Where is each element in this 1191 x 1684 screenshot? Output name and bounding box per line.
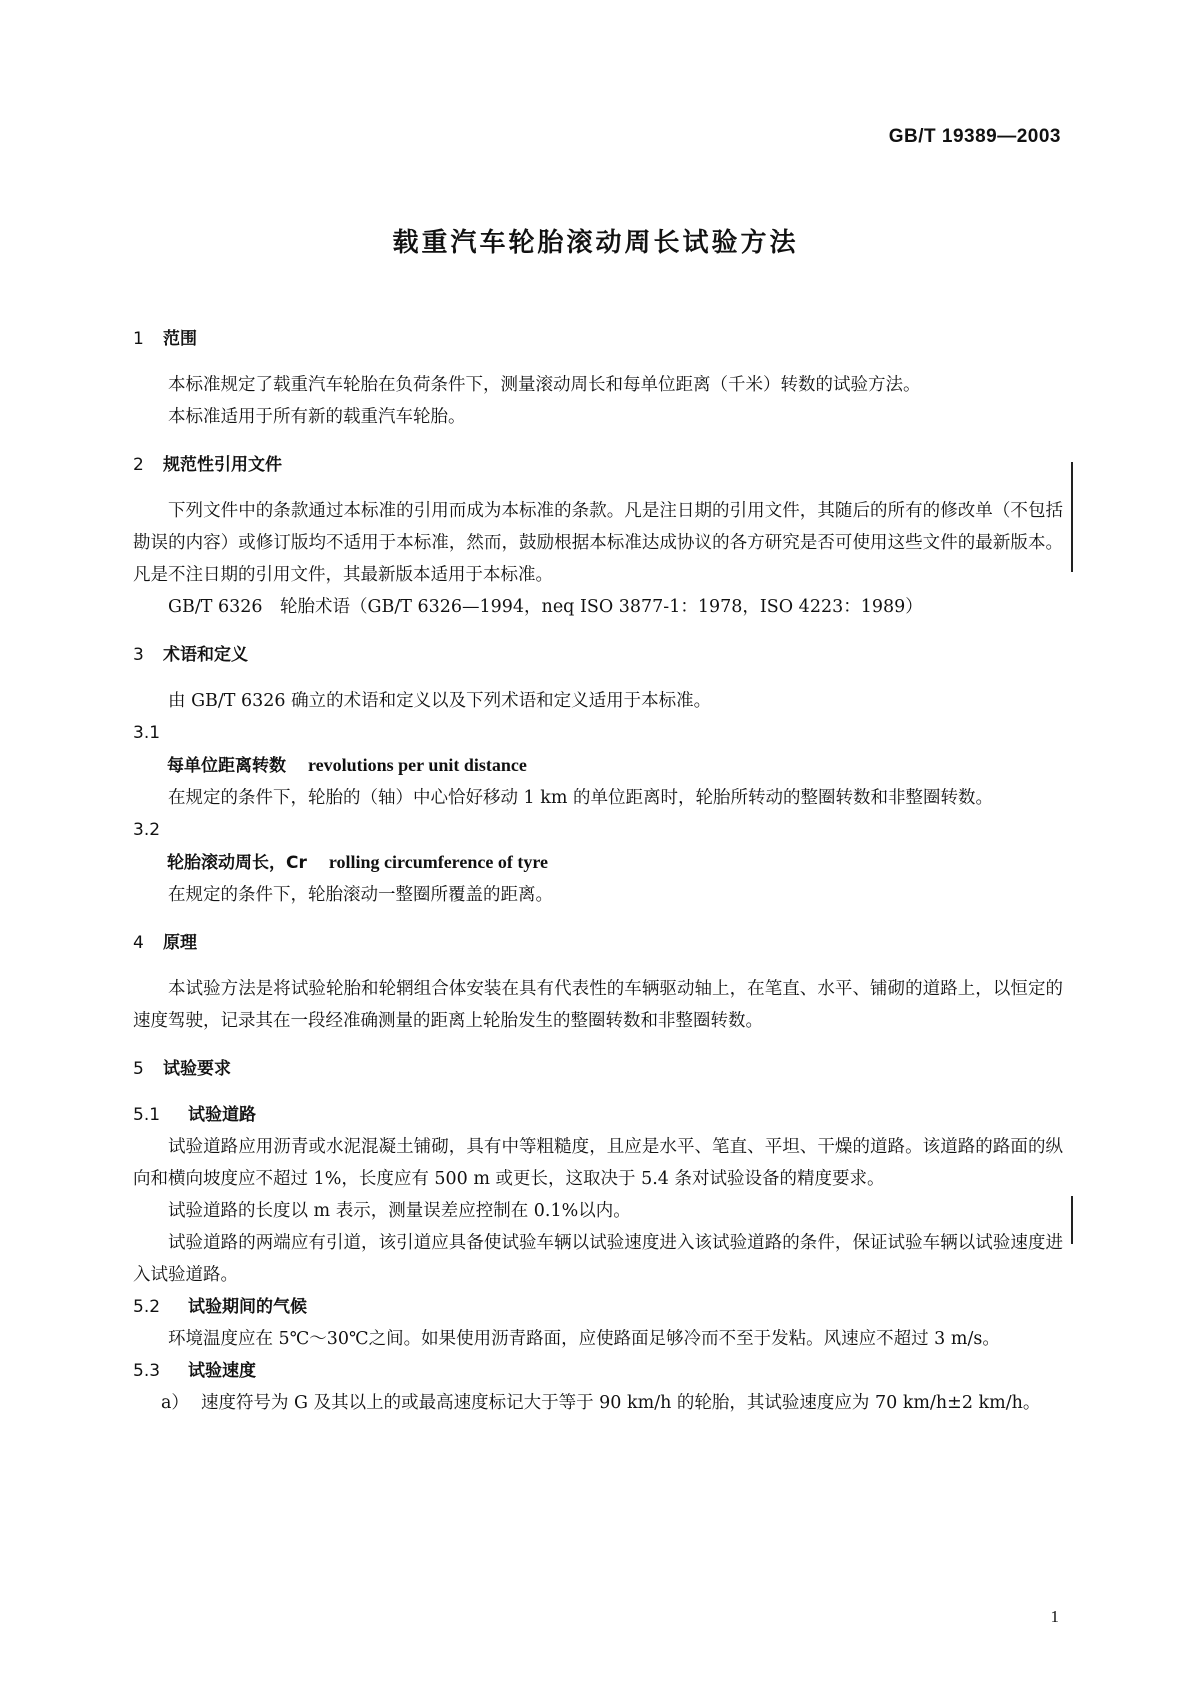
paragraph: 本试验方法是将试验轮胎和轮辋组合体安装在具有代表性的车辆驱动轴上，在笔直、水平、铺砌的道路上，以恒定的速度驾驶，记录其在一段经准确测量的距离上轮胎发生的整圈转数和非整圈转数。 [133,979,1063,1031]
paragraph: 下列文件中的条款通过本标准的引用而成为本标准的条款。凡是注日期的引用文件，其随后的所有的修改单（不包括勘误的内容）或修订版均不适用于本标准，然而，鼓励根据本标准达成协议的各方研究是否可使用这些文件的最新版本。凡是不注日期的引用文件，其最新版本适用于本标准。 [133,501,1063,585]
change-bar [1071,462,1073,572]
paragraph: 试验道路的两端应有引道，该引道应具备使试验车辆以试验速度进入该试验道路的条件，保证试验车辆以试验速度进入试验道路。 [133,1233,1063,1285]
paragraph: 由 GB/T 6326 确立的术语和定义以及下列术语和定义适用于本标准。 [168,691,712,711]
term-number: 3.1 [133,723,161,743]
section-heading: 3 术语和定义 [133,645,248,665]
section-heading: 2 规范性引用文件 [133,455,282,475]
subsection-heading: 5.2 试验期间的气候 [133,1297,307,1317]
page-number: 1 [1050,1607,1059,1626]
paragraph: 本标准规定了载重汽车轮胎在负荷条件下，测量滚动周长和每单位距离（千米）转数的试验方法。 [168,375,921,395]
document-title: 载重汽车轮胎滚动周长试验方法 [392,228,799,258]
section-heading: 5 试验要求 [133,1059,231,1079]
document-body [133,323,1063,1419]
normative-reference: GB/T 6326 轮胎术语（GB/T 6326—1994，neq ISO 3877-1：1978，ISO 4223：1989） [168,597,923,617]
paragraph: 试验道路的长度以 m 表示，测量误差应控制在 0.1%以内。 [168,1201,631,1221]
term-number: 3.2 [133,820,161,840]
term-definition: 在规定的条件下，轮胎滚动一整圈所覆盖的距离。 [168,885,553,905]
term-entry: 轮胎滚动周长，Cr rolling circumference of tyre [167,852,548,873]
change-bar [1071,1196,1073,1244]
standard-number: GB/T 19389—2003 [888,126,1061,147]
paragraph: 本标准适用于所有新的载重汽车轮胎。 [168,407,466,427]
paragraph: 试验道路应用沥青或水泥混凝土铺砌，具有中等粗糙度，且应是水平、笔直、平坦、干燥的道路。该道路的路面的纵向和横向坡度应不超过 1%，长度应有 500 m 或更长，这取决于 5.4 条对试验设备的精度要求。 [133,1137,1063,1189]
term-definition: 在规定的条件下，轮胎的（轴）中心恰好移动 1 km 的单位距离时，轮胎所转动的整圈转数和非整圈转数。 [168,788,994,808]
section-heading: 4 原理 [133,933,197,953]
list-item: a） 速度符号为 G 及其以上的或最高速度标记大于等于 90 km/h 的轮胎，其试验速度应为 70 km/h±2 km/h。 [161,1393,1041,1413]
paragraph: 环境温度应在 5℃～30℃之间。如果使用沥青路面，应使路面足够冷而不至于发粘。风速应不超过 3 m/s。 [168,1329,1000,1349]
term-entry: 每单位距离转数 revolutions per unit distance [167,755,527,776]
subsection-heading: 5.1 试验道路 [133,1105,256,1125]
subsection-heading: 5.3 试验速度 [133,1361,256,1381]
section-heading: 1 范围 [133,329,197,349]
